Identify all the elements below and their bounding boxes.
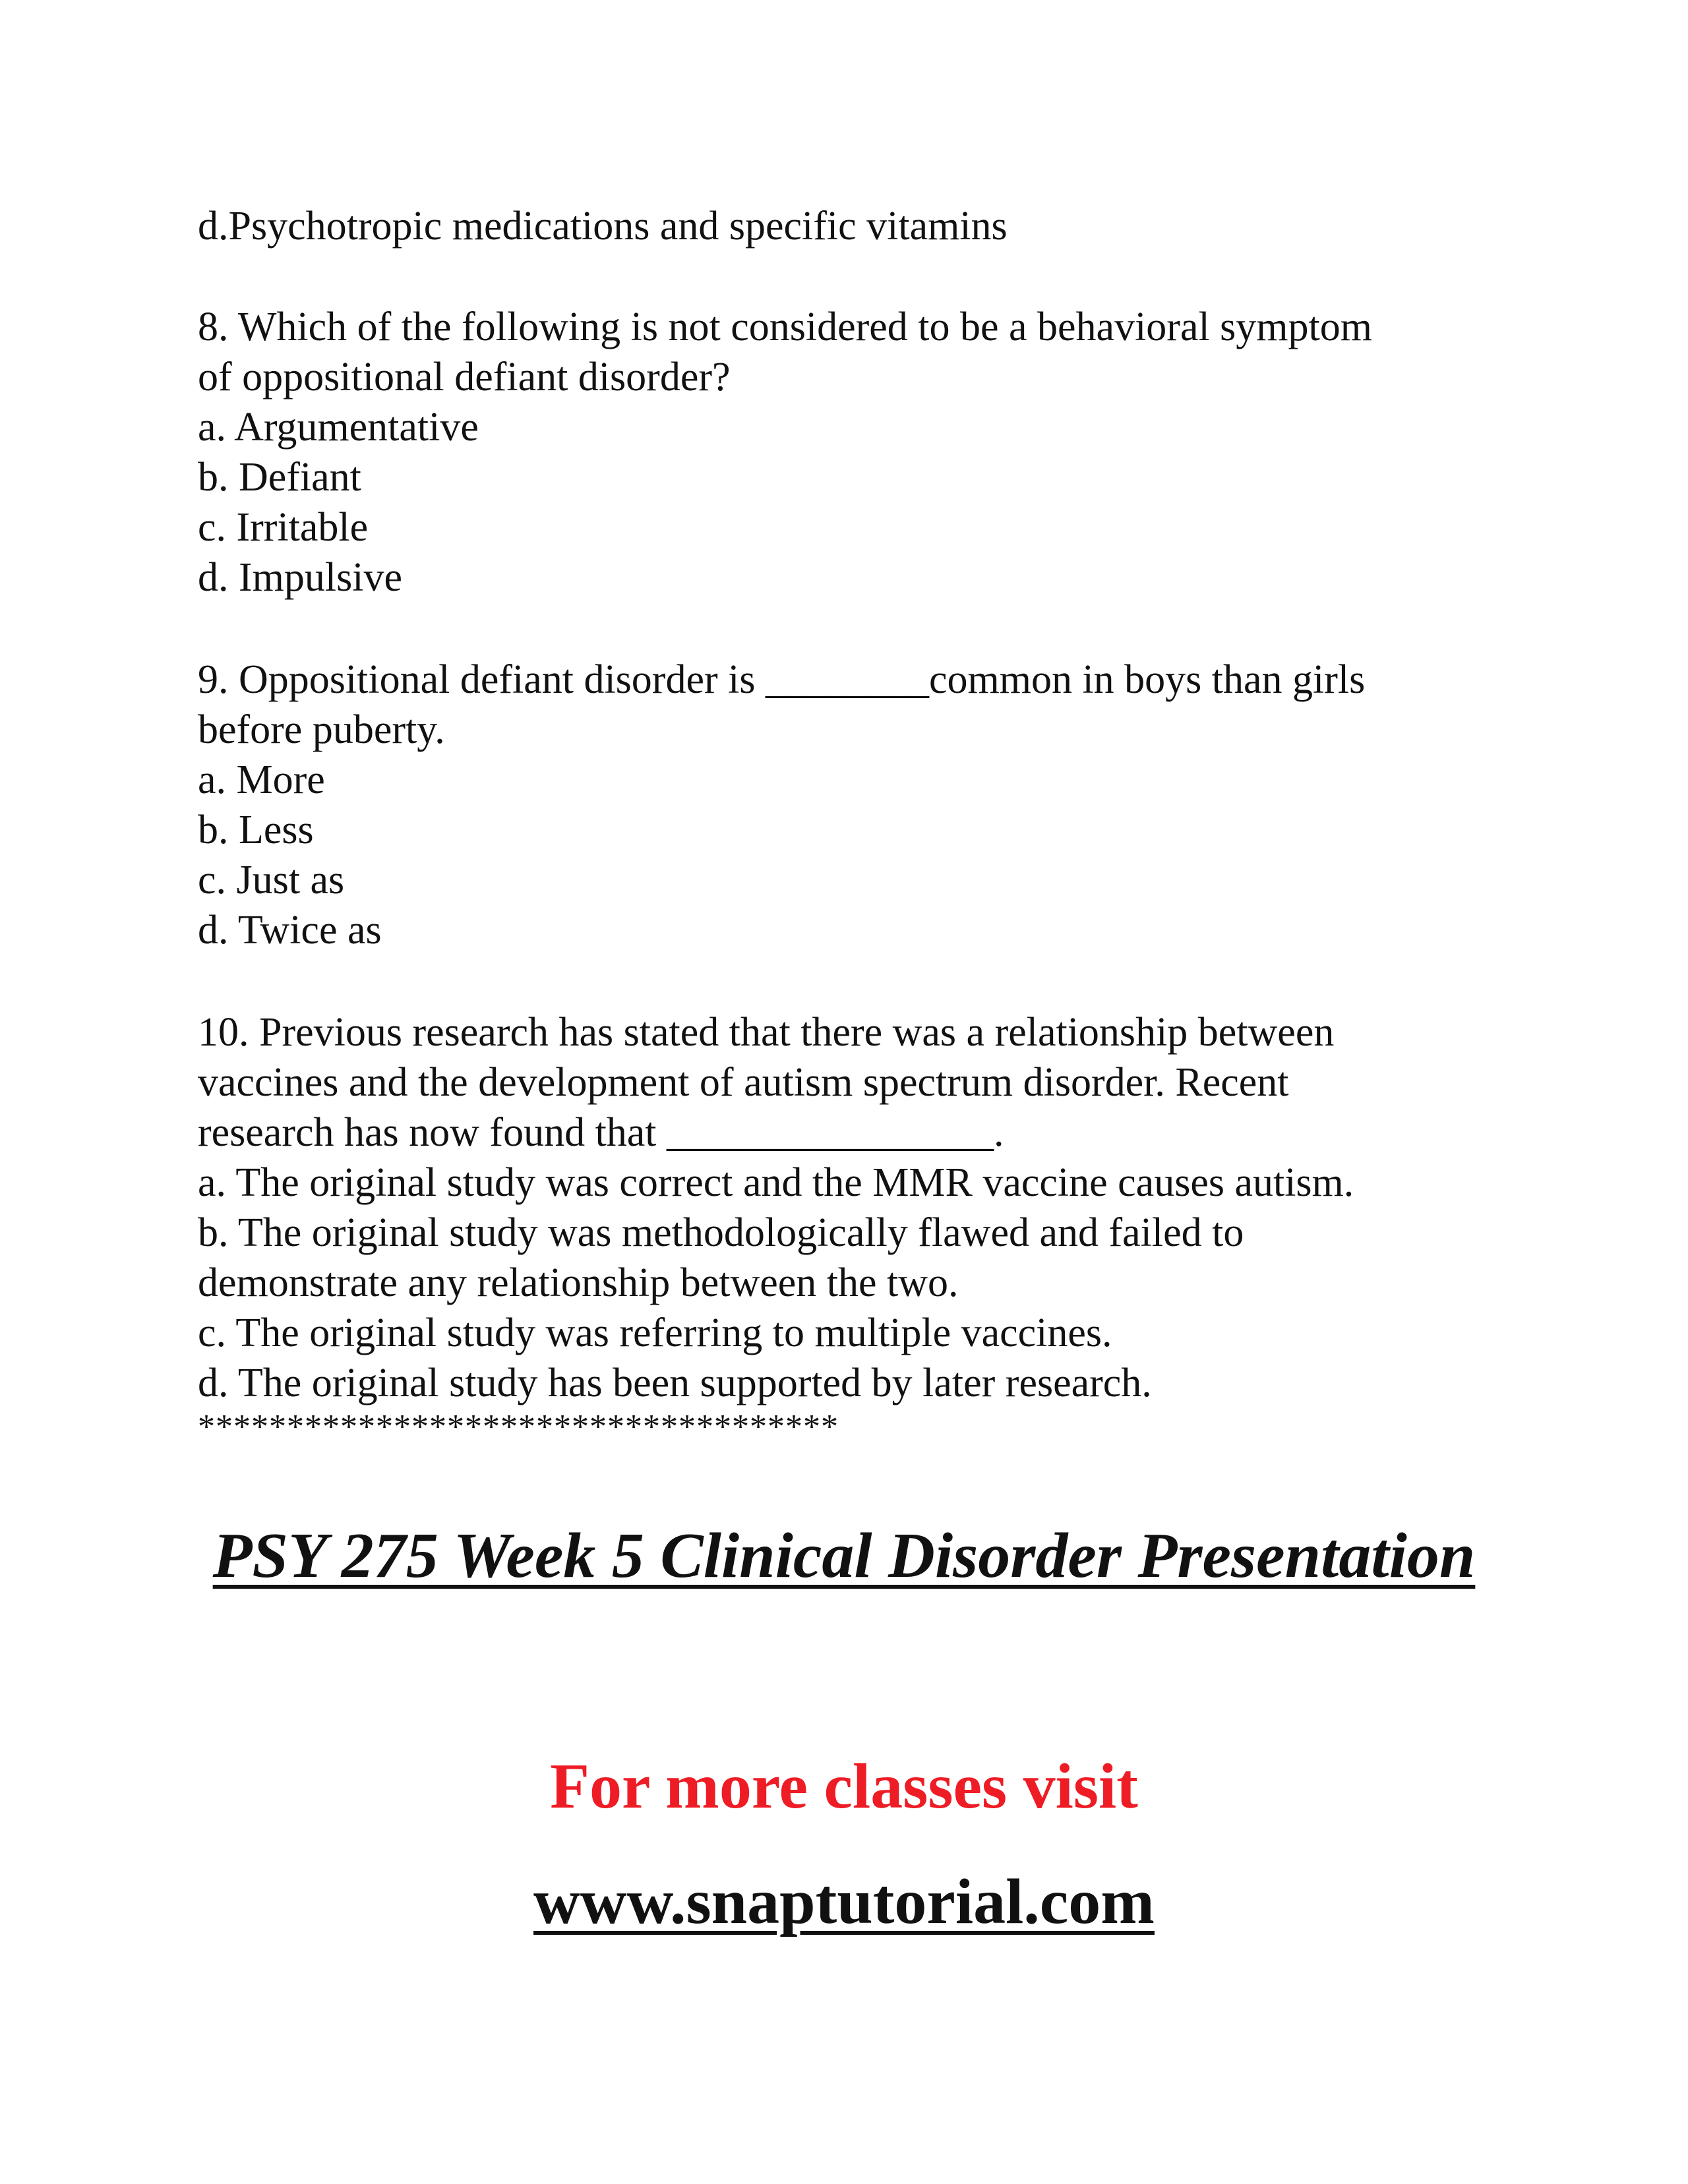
question-9-stem-line-2: before puberty. (198, 707, 445, 752)
question-9-option-a: a. More (198, 757, 325, 802)
question-10-stem-line-1: 10. Previous research has stated that there was a relationship between (198, 1010, 1335, 1055)
question-10-stem-line-3: research has now found that ________________. (198, 1110, 1004, 1155)
question-8-option-a: a. Argumentative (198, 405, 479, 450)
question-10-stem-line-2: vaccines and the development of autism spectrum disorder. Recent (198, 1060, 1289, 1105)
question-10-option-d: d. The original study has been supported by later research. (198, 1361, 1152, 1405)
website-link[interactable]: www.snaptutorial.com (533, 1866, 1155, 1937)
promo-text: For more classes visit (550, 1751, 1138, 1822)
question-10-option-b-line-2: demonstrate any relationship between the two. (198, 1260, 959, 1305)
question-8-stem-line-2: of oppositional defiant disorder? (198, 355, 731, 399)
question-8-option-c: c. Irritable (198, 505, 369, 550)
question-10-option-c: c. The original study was referring to multiple vaccines. (198, 1311, 1112, 1355)
question-8-option-d: d. Impulsive (198, 555, 402, 600)
question-8-option-b: b. Defiant (198, 455, 361, 500)
question-9-option-c: c. Just as (198, 858, 345, 902)
asterisk-separator: ************************************ (198, 1408, 839, 1446)
question-9-option-b: b. Less (198, 808, 314, 852)
prior-question-option-d: d.Psychotropic medications and specific vitamins (198, 204, 1008, 249)
question-9-option-d: d. Twice as (198, 908, 382, 953)
question-8-stem-line-1: 8. Which of the following is not considered to be a behavioral symptom (198, 305, 1372, 349)
question-10-option-a: a. The original study was correct and the MMR vaccine causes autism. (198, 1160, 1354, 1205)
question-9-stem-line-1: 9. Oppositional defiant disorder is ________common in boys than girls (198, 657, 1366, 702)
section-heading: PSY 275 Week 5 Clinical Disorder Presentation (212, 1520, 1476, 1591)
question-10-option-b-line-1: b. The original study was methodologically flawed and failed to (198, 1210, 1244, 1255)
